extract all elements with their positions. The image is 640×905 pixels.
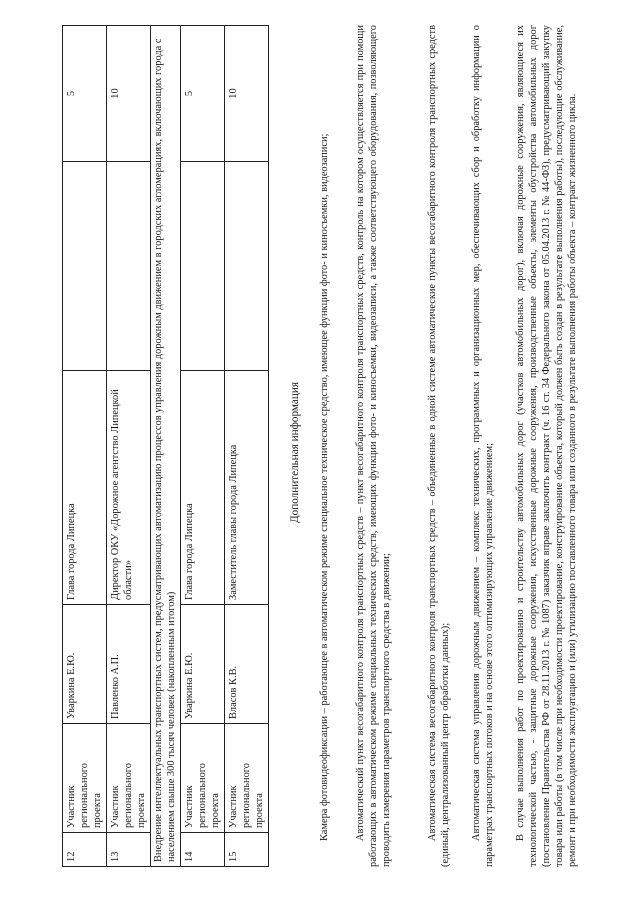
- definition-paragraph: Автоматическая система управления дорожным движением – комплекс технических, программных и организационных мер, обеспечивающих сбор и обработку информации о параметрах транспортных потоков и на основе этого оптимизирующих управление движением;: [471, 25, 495, 867]
- participant-role: Участник регионального проекта: [107, 724, 151, 833]
- responsible-person: Власов К.В.: [225, 605, 269, 724]
- responsible-person: Уваркина Е.Ю.: [63, 605, 107, 724]
- definition-paragraph: Автоматический пункт весогабаритного контроля транспортных средств – пункт весогабаритного контроля транспортных средств, контроль на котором осуществляется при помощи работающих в автоматическом режиме специальных технических средств, имеющих функции фото- и киносъемки, видеозаписи, а также соответствующего оборудования, позволяющего проводить измерения параметров транспортного средства в движении;: [355, 25, 392, 867]
- value-cell: 10: [107, 26, 151, 162]
- supervisor: Директор ОКУ «Дорожное агентство Липецкой области»: [107, 371, 151, 605]
- supervisor: Глава города Липецка: [63, 371, 107, 605]
- value-cell: 5: [63, 26, 107, 162]
- row-number: 15: [225, 833, 269, 867]
- participant-role: Участник регионального проекта: [63, 724, 107, 833]
- value-cell: 5: [181, 26, 225, 162]
- responsible-person: Уваркина Е.Ю.: [181, 605, 225, 724]
- empty-cell: [181, 162, 225, 371]
- participant-role: Участник регионального проекта: [181, 724, 225, 833]
- supervisor: Заместитель главы города Липецка: [225, 371, 269, 605]
- empty-cell: [63, 162, 107, 371]
- table-row: [63, 26, 107, 867]
- section-row: [151, 26, 181, 867]
- participants-table: [62, 25, 269, 867]
- definition-paragraph: Автоматическая система весогабаритного контроля транспортных средств – объединенные в одной системе автоматические пункты весогабаритного контроля транспортных средств (единый, централизованный центр обработки данных);: [427, 25, 451, 867]
- definition-paragraph: В случае выполнения работ по проектированию и строительству автомобильных дорог (участков автомобильных дорог), включая дорожные сооружения, являющиеся их технологической частью, - защитные дорожные сооружения, искусственные дорожные сооружения, производственные объекты, элементы обустройства автомобильных дорог (постановление Правительства РФ от 28.11.2013 г. № 1087) заказчик вправе заключить контракт (ч. 16 ст. 34 Федерального закона от 05.04.2013 г. № 44-ФЗ), предусматривающий закупку товара или работы (в том числе при необходимости проектирование, конструирование объекта, который должен быть создан в результате выполнения работы), последующие обслуживание, ремонт и при необходимости эксплуатацию и (или) утилизацию поставленного товара или созданного в результате выполнения работы объекта – контракт жизненного цикла.: [515, 25, 578, 867]
- table-row: [107, 26, 151, 867]
- table-row: [181, 26, 225, 867]
- value-cell: 10: [225, 26, 269, 162]
- supervisor: Глава города Липецка: [181, 371, 225, 605]
- table-row: [225, 26, 269, 867]
- empty-cell: [225, 162, 269, 371]
- row-number: 12: [63, 833, 107, 867]
- row-number: 13: [107, 833, 151, 867]
- empty-cell: [107, 162, 151, 371]
- section-title: Дополнительная информация: [289, 382, 301, 523]
- row-number: 14: [181, 833, 225, 867]
- participant-role: Участник регионального проекта: [225, 724, 269, 833]
- section-header: Внедрение интеллектуальных транспортных систем, предусматривающих автоматизацию процессов управления дорожным движением в городских агломерациях, включающих города с населением свыше 300 тысяч человек (накопленным итогом): [151, 26, 181, 867]
- definition-paragraph: Камера фотовидеофиксации – работающее в автоматическом режиме специальное техническое средство, имеющее функции фото- и киносъемки, видеозаписи;: [319, 133, 330, 841]
- responsible-person: Павленко А.П.: [107, 605, 151, 724]
